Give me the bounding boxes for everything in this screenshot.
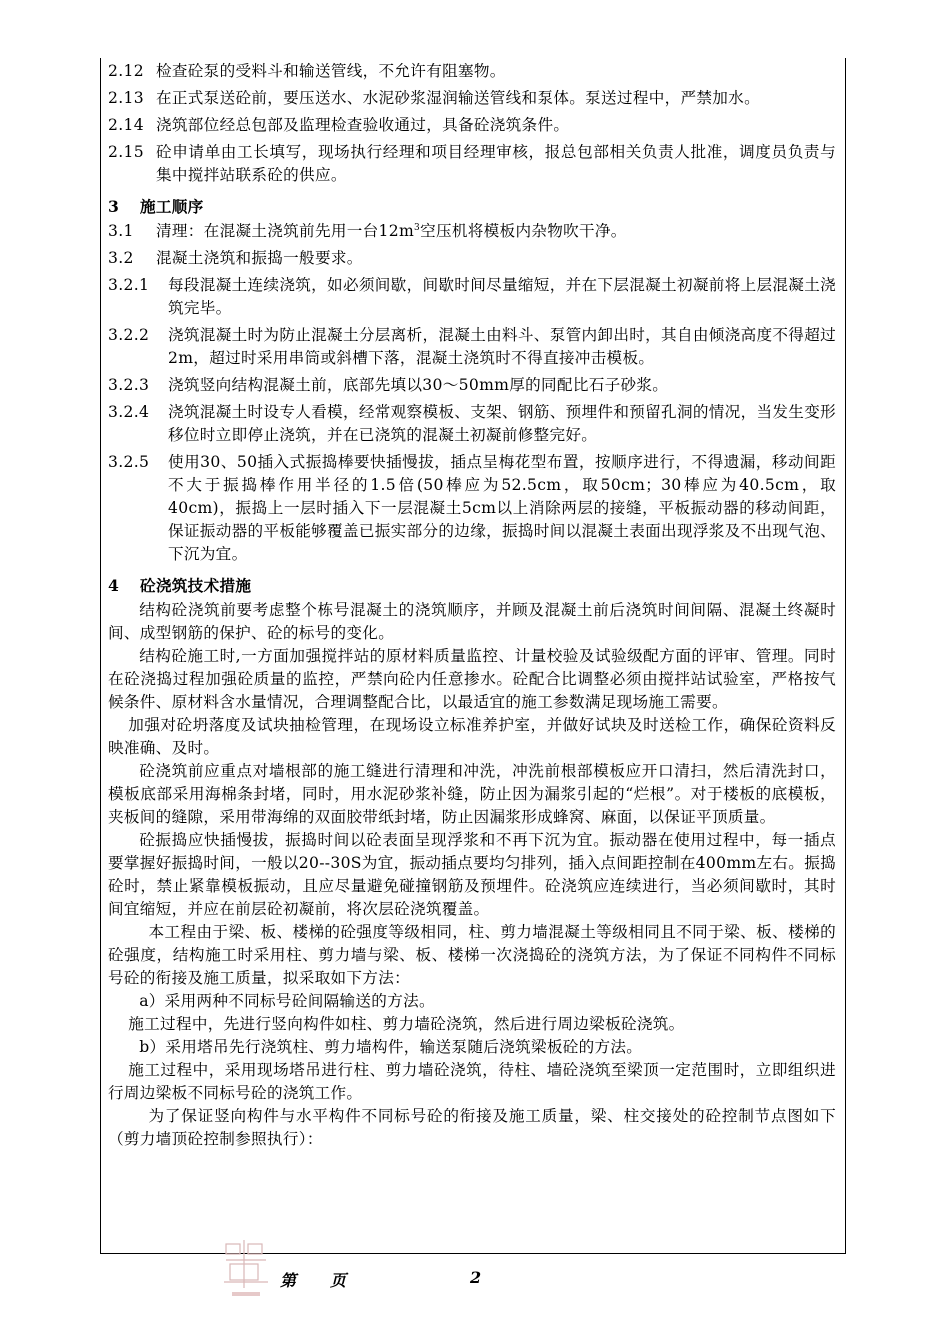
paragraph: 结构砼浇筑前要考虑整个栋号混凝土的浇筑顺序，并顾及混凝土前后浇筑时间间隔、混凝土终凝时间、成型钢筋的保护、砼的标号的变化。 bbox=[108, 601, 836, 642]
paragraph: 本工程由于梁、板、楼梯的砼强度等级相同，柱、剪力墙混凝土等级相同且不同于梁、板、楼梯的砼强度，结构施工时采用柱、剪力墙与梁、板、楼梯一次浇捣砼的浇筑方法，为了保证不同构件不同标号砼的衔接及施工质量，拟采取如下方法： bbox=[108, 923, 836, 987]
item-number: 3.1 bbox=[108, 222, 134, 240]
paragraph: 为了保证竖向构件与水平构件不同标号砼的衔接及施工质量，梁、柱交接处的砼控制节点图如下（剪力墙顶砼控制参照执行）： bbox=[108, 1107, 836, 1148]
paragraph: 施工过程中，先进行竖向构件如柱、剪力墙砼浇筑，然后进行周边梁板砼浇筑。 bbox=[128, 1015, 685, 1033]
section-title: 施工顺序 bbox=[140, 197, 204, 216]
item-number: 3.2.1 bbox=[108, 276, 150, 294]
paragraph: 砼浇筑前应重点对墙根部的施工缝进行清理和冲洗，冲洗前根部模板应开口清扫，然后清洗封口，模板底部采用海棉条封堵，同时，用水泥砂浆补缝，防止因为漏浆引起的“烂根”。对于楼板的底模板，夹板间的缝隙，采用带海绵的双面胶带纸封堵，防止因漏浆形成蜂窝、麻面，以保证平顶质量。 bbox=[108, 762, 836, 826]
item-text: 混凝土浇筑和振捣一般要求。 bbox=[156, 249, 363, 267]
list-item bbox=[108, 60, 836, 83]
item-text: 浇筑竖向结构混凝土前，底部先填以30～50mm厚的同配比石子砂浆。 bbox=[168, 376, 669, 394]
paragraph: 加强对砼坍落度及试块抽检管理，在现场设立标准养护室，并做好试块及时送检工作，确保砼资料反映准确、及时。 bbox=[108, 716, 836, 757]
paragraph: 砼振捣应快插慢拔，振捣时间以砼表面呈现浮浆和不再下沉为宜。振动器在使用过程中，每一插点要掌握好振捣时间，一般以20--30S为宜，振动插点要均匀排列，插入点间距控制在400mm左右。振捣砼时，禁止紧靠模板振动，且应尽量避免碰撞钢筋及预埋件。砼浇筑应连续进行，当必须间歇时，其时间宜缩短，并应在前层砼初凝前，将次层砼浇筑覆盖。 bbox=[108, 831, 836, 918]
sub-list-item bbox=[108, 401, 836, 447]
list-item bbox=[108, 87, 836, 110]
item-text: 清理：在混凝土浇筑前先用一台$12m^3$空压机将模板内杂物吹干净。 bbox=[156, 222, 627, 240]
page-number: 2 bbox=[470, 1268, 482, 1287]
item-text: 浇筑混凝土时设专人看模，经常观察模板、支架、钢筋、预埋件和预留孔洞的情况，当发生变形移位时立即停止浇筑，并在已浇筑的混凝土初凝前修整完好。 bbox=[168, 403, 836, 444]
item-number: 2.15 bbox=[108, 143, 144, 161]
item-text: 在正式泵送砼前，要压送水、水泥砂浆湿润输送管线和泵体。泵送过程中，严禁加水。 bbox=[156, 89, 760, 107]
section-heading-4 bbox=[108, 574, 836, 597]
item-number: 3.2.4 bbox=[108, 403, 150, 421]
list-item bbox=[108, 141, 836, 187]
document-body bbox=[108, 60, 836, 1151]
sub-list-item bbox=[108, 451, 836, 566]
footer-label-ye: 页 bbox=[330, 1271, 347, 1290]
section-heading-3 bbox=[108, 195, 836, 218]
paragraph: 施工过程中，采用现场塔吊进行柱、剪力墙砼浇筑，待柱、墙砼浇筑至梁顶一定范围时，立即组织进行周边梁板不同标号砼的浇筑工作。 bbox=[108, 1061, 836, 1102]
item-number: 3.2.2 bbox=[108, 326, 150, 344]
section-number: 4 bbox=[108, 576, 120, 595]
item-number: 3.2.3 bbox=[108, 376, 150, 394]
item-number: 2.12 bbox=[108, 62, 144, 80]
item-text: 砼申请单由工长填写，现场执行经理和项目经理审核，报总包部相关负责人批准，调度员负责与集中搅拌站联系砼的供应。 bbox=[156, 143, 836, 184]
item-text: 浇筑混凝土时为防止混凝土分层离析，混凝土由料斗、泵管内卸出时，其自由倾浇高度不得超过2m，超过时采用串筒或斜槽下落，混凝土浇筑时不得直接冲击模板。 bbox=[168, 326, 836, 367]
sub-list-item bbox=[108, 374, 836, 397]
footer-label-di: 第 bbox=[280, 1271, 297, 1290]
paragraph: 结构砼施工时,一方面加强搅拌站的原材料质量监控、计量校验及试验级配方面的评审、管理。同时在砼浇捣过程加强砼质量的监控，严禁向砼内任意掺水。砼配合比调整必须由搅拌站试验室，严格按气候条件、原材料含水量情况，合理调整配合比，以最适宜的施工参数满足现场施工需要。 bbox=[108, 647, 836, 711]
list-item bbox=[108, 247, 836, 270]
item-text: 检查砼泵的受料斗和输送管线，不允许有阻塞物。 bbox=[156, 62, 506, 80]
item-text: 每段混凝土连续浇筑，如必须间歇，间歇时间尽量缩短，并在下层混凝土初凝前将上层混凝土浇筑完毕。 bbox=[168, 276, 836, 317]
item-number: 2.14 bbox=[108, 116, 144, 134]
item-number: 3.2.5 bbox=[108, 453, 150, 471]
page-footer bbox=[0, 1268, 950, 1292]
paragraph: a）采用两种不同标号砼间隔输送的方法。 bbox=[139, 992, 435, 1010]
item-number: 3.2 bbox=[108, 249, 134, 267]
list-item bbox=[108, 220, 836, 243]
sub-list-item bbox=[108, 274, 836, 320]
section-title: 砼浇筑技术措施 bbox=[140, 576, 252, 595]
list-item bbox=[108, 114, 836, 137]
item-number: 2.13 bbox=[108, 89, 144, 107]
item-text: 浇筑部位经总包部及监理检查验收通过，具备砼浇筑条件。 bbox=[156, 116, 570, 134]
item-text: 使用30、50插入式振捣棒要快插慢拔，插点呈梅花型布置，按顺序进行，不得遗漏，移动间距不大于振捣棒作用半径的1.5倍(50棒应为52.5cm，取50cm；30棒应为40.5cm，取40cm)，振捣上一层时插入下一层混凝土5cm以上消除两层的接缝，平板振动器的移动间距，保证振动器的平板能够覆盖已振实部分的边缘，振捣时间以混凝土表面出现浮浆及不出现气泡、下沉为宜。 bbox=[168, 453, 836, 563]
sub-list-item bbox=[108, 324, 836, 370]
superscript: 3 bbox=[414, 222, 421, 233]
section-number: 3 bbox=[108, 197, 120, 216]
paragraph: b）采用塔吊先行浇筑柱、剪力墙构件，输送泵随后浇筑梁板砼的方法。 bbox=[139, 1038, 643, 1056]
